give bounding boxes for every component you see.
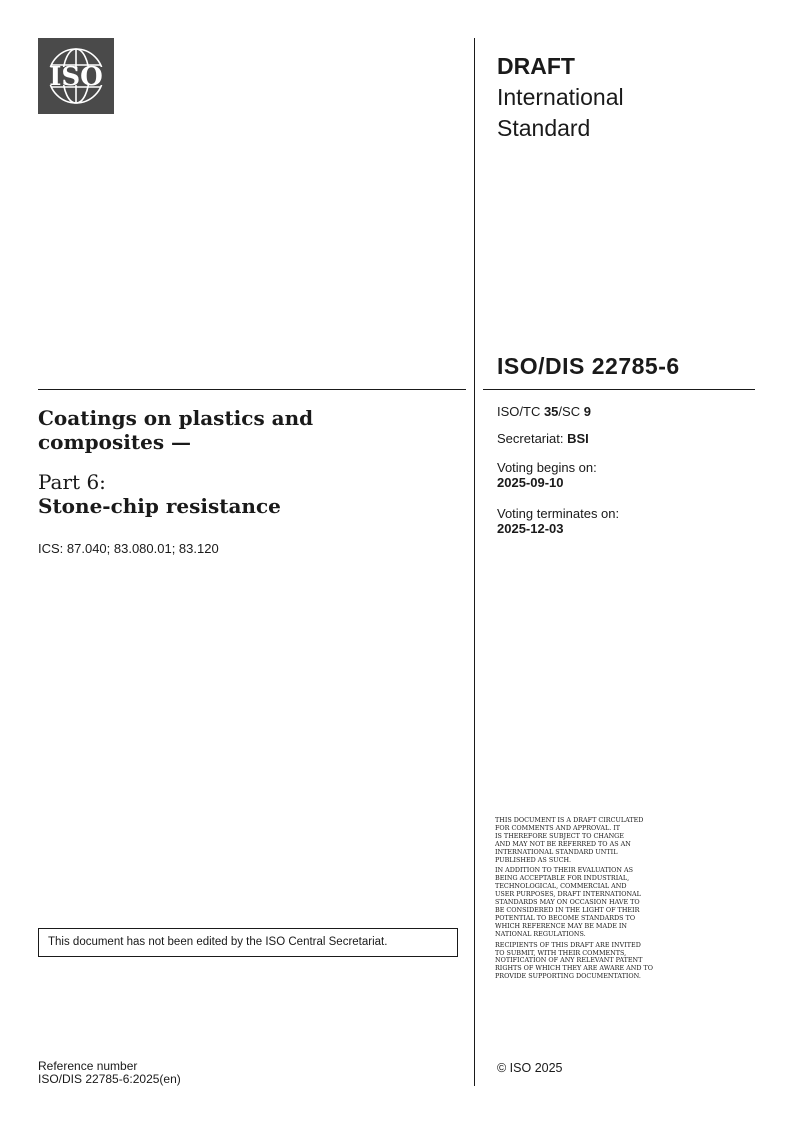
reference-number (38, 1060, 181, 1086)
iso-logo-text: ISO (49, 62, 103, 92)
secretariat (497, 431, 589, 446)
voting-begins-label: Voting begins on: (497, 460, 597, 475)
part-title: Stone-chip resistance (38, 494, 281, 518)
notice-box: This document has not been edited by the ISO Central Secretariat. (38, 928, 458, 957)
main-title-line1: Coatings on plastics and (38, 406, 314, 430)
part-label: Part 6: (38, 470, 106, 494)
disclaimer-paragraph-2: IN ADDITION TO THEIR EVALUATION AS BEING ACCEPTABLE FOR INDUSTRIAL, TECHNOLOGICAL, COMMERCIAL AND USER PURPOSES, DRAFT INTERNATIONAL STANDARDS MAY ON OCCASION HAVE TO BE CONSIDERED IN THE LIGHT OF THEIR POTENTIAL TO BECOME STANDARDS TO WHICH REFERENCE MAY BE MADE IN NATIONAL REGULATIONS. (495, 866, 641, 938)
draft-disclaimer (495, 817, 715, 984)
secretariat-value: BSI (567, 431, 589, 446)
document-type (497, 51, 624, 144)
iso-globe-icon (38, 38, 114, 114)
doc-type-line3: Standard (497, 115, 591, 141)
disclaimer-paragraph-1: THIS DOCUMENT IS A DRAFT CIRCULATED FOR COMMENTS AND APPROVAL. IT IS THEREFORE SUBJECT TO CHANGE AND MAY NOT BE REFERRED TO AS AN INTERNATIONAL STANDARD UNTIL PUBLISHED AS SUCH. (495, 816, 644, 864)
reference-label: Reference number (38, 1059, 138, 1073)
reference-value: ISO/DIS 22785-6:2025(en) (38, 1072, 181, 1086)
horizontal-divider-right (483, 389, 755, 390)
secretariat-label: Secretariat: (497, 431, 568, 446)
copyright: © ISO 2025 (497, 1061, 563, 1075)
vertical-divider (474, 38, 475, 1086)
document-number: ISO/DIS 22785-6 (497, 353, 680, 379)
committee-mid: /SC (558, 404, 584, 419)
committee (497, 404, 591, 419)
voting-terminates-label: Voting terminates on: (497, 506, 620, 521)
main-title-line2: composites — (38, 430, 192, 454)
horizontal-divider-left (38, 389, 466, 390)
disclaimer-paragraph-3: RECIPIENTS OF THIS DRAFT ARE INVITED TO SUBMIT, WITH THEIR COMMENTS, NOTIFICATION OF ANY RELEVANT PATENT RIGHTS OF WHICH THEY ARE AWARE AND TO PROVIDE SUPPORTING DOCUMENTATION. (495, 940, 654, 981)
committee-tc: 35 (543, 404, 559, 419)
committee-prefix: ISO/TC (497, 404, 544, 419)
main-title (38, 406, 458, 454)
title-block (38, 406, 458, 518)
ics-codes: ICS: 87.040; 83.080.01; 83.120 (38, 541, 219, 556)
voting-terminates-date: 2025-12-03 (497, 521, 564, 536)
voting-begins-date: 2025-09-10 (497, 475, 564, 490)
voting-terminates (497, 506, 619, 536)
doc-type-line2: International (497, 84, 624, 110)
iso-logo (38, 38, 114, 114)
voting-begins (497, 460, 597, 490)
committee-sc: 9 (583, 404, 591, 419)
doc-type-line1: DRAFT (497, 53, 575, 79)
